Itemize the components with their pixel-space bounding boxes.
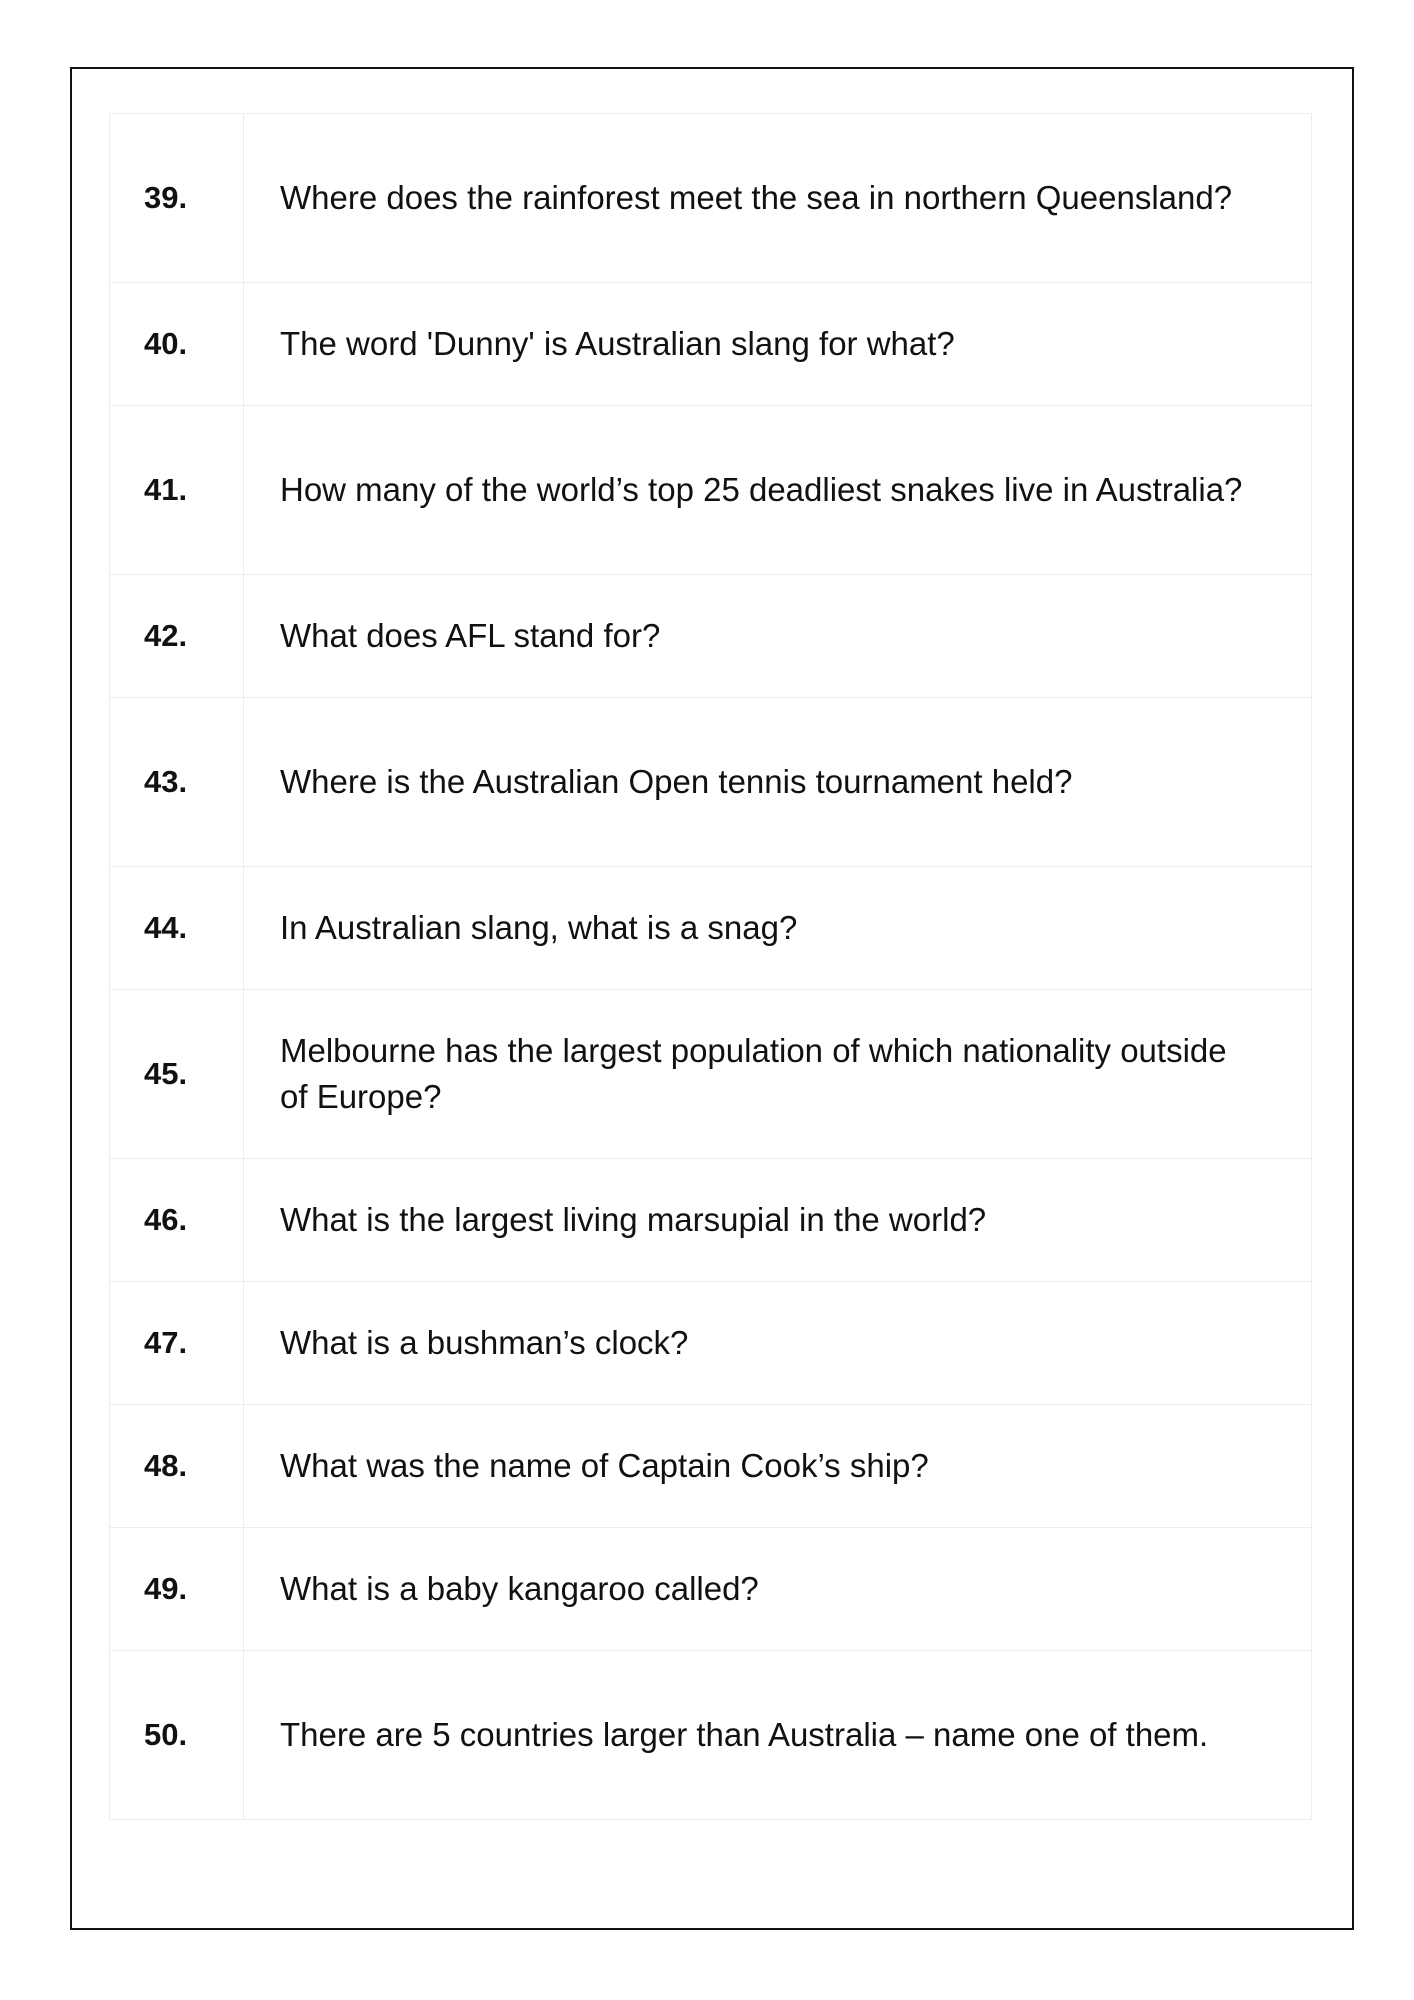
question-number: 48. — [110, 1405, 244, 1528]
question-number: 49. — [110, 1528, 244, 1651]
question-row — [110, 1528, 1312, 1651]
question-number: 40. — [110, 283, 244, 406]
question-row — [110, 1159, 1312, 1282]
question-number: 47. — [110, 1282, 244, 1405]
question-number: 42. — [110, 575, 244, 698]
question-row — [110, 990, 1312, 1159]
question-row — [110, 1651, 1312, 1820]
question-row — [110, 867, 1312, 990]
question-number: 44. — [110, 867, 244, 990]
question-text: Melbourne has the largest population of which nationality outside of Europe? — [244, 990, 1312, 1159]
question-row — [110, 1405, 1312, 1528]
question-row — [110, 1282, 1312, 1405]
question-text: There are 5 countries larger than Australia – name one of them. — [244, 1651, 1312, 1820]
question-row — [110, 406, 1312, 575]
question-text: In Australian slang, what is a snag? — [244, 867, 1312, 990]
question-row — [110, 575, 1312, 698]
question-row — [110, 698, 1312, 867]
question-text: How many of the world’s top 25 deadliest snakes live in Australia? — [244, 406, 1312, 575]
question-number: 41. — [110, 406, 244, 575]
question-row — [110, 114, 1312, 283]
question-number: 39. — [110, 114, 244, 283]
question-text: What is a baby kangaroo called? — [244, 1528, 1312, 1651]
question-text: What is a bushman’s clock? — [244, 1282, 1312, 1405]
question-row — [110, 283, 1312, 406]
question-text: Where does the rainforest meet the sea in northern Queensland? — [244, 114, 1312, 283]
quiz-table — [109, 113, 1312, 1820]
question-text: What does AFL stand for? — [244, 575, 1312, 698]
question-text: The word 'Dunny' is Australian slang for what? — [244, 283, 1312, 406]
question-number: 46. — [110, 1159, 244, 1282]
question-number: 45. — [110, 990, 244, 1159]
question-number: 43. — [110, 698, 244, 867]
question-text: What was the name of Captain Cook’s ship? — [244, 1405, 1312, 1528]
question-text: Where is the Australian Open tennis tournament held? — [244, 698, 1312, 867]
question-text: What is the largest living marsupial in the world? — [244, 1159, 1312, 1282]
page-frame — [70, 67, 1354, 1930]
question-number: 50. — [110, 1651, 244, 1820]
